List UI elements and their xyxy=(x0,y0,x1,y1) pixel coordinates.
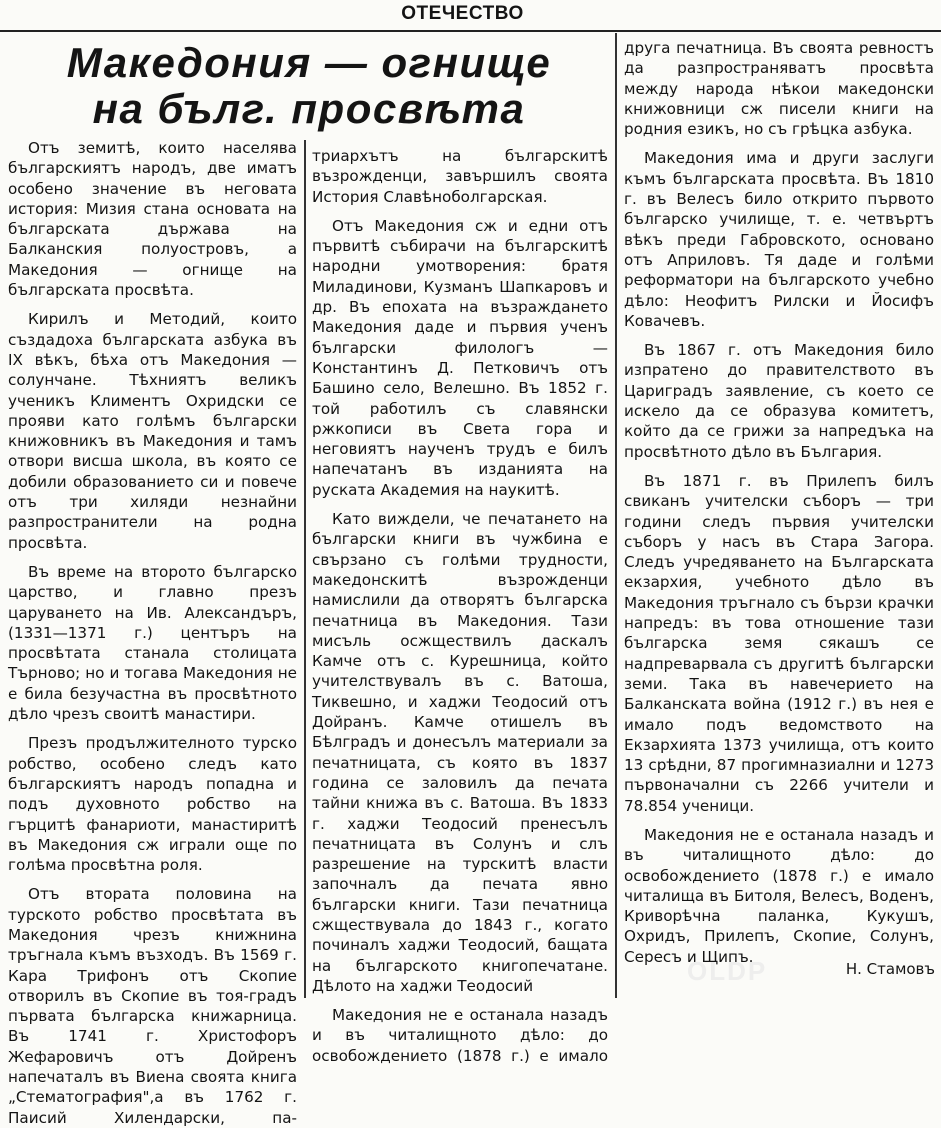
headline-line-1: Македония — огнище xyxy=(66,39,552,86)
paragraph: Въ 1871 г. въ Прилепъ билъ свиканъ учителски съборъ — три години следъ първия учителски съборъ у насъ въ Стара Загора. Следъ учредяването на Българската екзархия, учебното дѣло въ Македония тръгнало съ бързи крачки напредъ: въ това отношение тази българска земя сякашъ се надпреварвала съ другитѣ български земи. Така въ навечерието на Балканската война (1912 г.) въ нея е имало подъ ведомството на Екзархията 1373 училища, отъ които 13 срѣдни, 87 прогимназиални и 1273 първоначални съ 2266 учители и 78.854 ученици. xyxy=(624,471,934,815)
paragraph: Презъ продължителното турско робство, особено следъ като българскиятъ народъ попадна и подъ духовното робство на гърцитѣ фанариоти, манастиритѣ въ Македония сж играли още по голѣма просвѣтна роля. xyxy=(8,734,297,875)
headline xyxy=(6,40,612,136)
paragraph: Въ 1867 г. отъ Македония било изпратено до правителството въ Цариградъ заявление, съ което се искело да се образува комитетъ, който да се грижи за напредъка на просвѣтното дѣло въ България. xyxy=(624,341,934,461)
paragraph: Македония не е останала назадъ и въ читалищното дѣло: до освобождението (1878 г.) е имало читалища въ Битоля, Велесъ, Воденъ, Криворѣчна паланка, Кукушъ, Охридъ, Прилепъ, Скопие, Солунъ, Сересъ и Щипъ. xyxy=(624,825,934,966)
article-column-3 xyxy=(624,38,934,967)
top-rule xyxy=(0,30,941,32)
paragraph: Македония не е останала назадъ и въ читалищното дѣло: до освобождението (1878 г.) е имало xyxy=(312,1006,608,1065)
paragraph: Отъ Македония сж и едни отъ първитѣ събирачи на българскитѣ народни умотворения: братя Миладинови, Кузманъ Шапкаровъ и др. Въ епохата на възраждането Македония даде и първия ученъ български филологъ — Константинъ Д. Петковичъ отъ Башино село, Велешно. Въ 1852 г. той работилъ съ славянски ржкописи въ Света гора и неговиятъ наученъ трудъ е билъ напечатанъ въ изданията на руската Академия на наукитѣ. xyxy=(312,216,608,499)
author-signature: Н. Стамовъ xyxy=(845,960,935,978)
paragraph: Кирилъ и Методий, които създадоха българската азбука въ IX вѣкъ, бѣха отъ Македония — солунчане. Тѣхниятъ великъ ученикъ Климентъ Охридски се прояви като голѣмъ български книжовникъ въ Македония и тамъ отвори висша школа, въ която се добили образованието си и повече отъ три хиляди незнайни разпространители на родна просвѣта. xyxy=(8,310,297,552)
watermark: OLDP xyxy=(687,956,768,986)
paragraph: триархътъ на българскитѣ възрожденци, завършилъ своята История Славѣноболгарская. xyxy=(312,147,608,206)
headline-line-2: на бълг. просвѣта xyxy=(92,85,526,132)
paragraph: Въ време на второто българско царство, и главно презъ царуването на Ив. Александъръ, (1331—1371 г.) центъръ на просвѣтата станала столицата Търново; но и тогава Македония не е била безучастна въ просвѣтното дѣло чрезъ своитѣ манастири. xyxy=(8,562,297,724)
paragraph: Отъ земитѣ, които населява българскиятъ народъ, две иматъ особено значение въ неговата история: Мизия стана основата на българската държава на Балканския полуостровъ, а Македония — огнище на българската просвѣта. xyxy=(8,139,297,300)
paragraph: Македония има и други заслуги къмъ българската просвѣта. Въ 1810 г. въ Велесъ било открито първото българско училище, т. е. четвъртъ вѣкъ преди Габровското, основано отъ Априловъ. Тя даде и голѣми реформатори на българското учебно дѣло: Неофитъ Рилски и Йосифъ Ковачевъ. xyxy=(624,149,934,330)
column-divider-1 xyxy=(304,140,306,998)
article-column-2 xyxy=(312,146,608,1066)
paragraph: Отъ втората половина на турското робство просвѣтата въ Македония чрезъ книжнина тръгнала къмъ възходъ. Въ 1569 г. Кара Трифонъ отъ Скопие отворилъ въ Скопие въ тоя-градъ първата българска книжарница. Въ 1741 г. Христофоръ Жефаровичъ отъ Дойренъ напечаталъ въ Виена своята книга „Стематография",а въ 1762 г. Паисий Хилендарски, па- xyxy=(8,885,297,1127)
article-column-1 xyxy=(8,138,297,1128)
paragraph: друга печатница. Въ своята ревностъ да разпространяватъ просвѣта между народа нѣкои македонски книжовници сж писели книги на родния езикъ, но съ грѣцка азбука. xyxy=(624,39,934,139)
column-divider-2 xyxy=(615,33,617,998)
paragraph: Като виждели, че печатането на български книги въ чужбина е свързано съ голѣми трудности, македонскитѣ възрожденци намислили да отворятъ българска печатница въ Македония. Тази мисъль осжществилъ даскалъ Камче отъ с. Курешница, който учителствувалъ въ с. Ватоша, Тиквешно, и хаджи Теодосий отъ Дойранъ. Камче отишелъ въ Бѣлградъ и донесълъ материали за печатницата, съ която въ 1837 година се заловилъ да печата тайни книжа въ с. Ватоша. Въ 1833 г. хаджи Теодосий пренесълъ печатницата въ Солунъ и слъ разрешение на турскитѣ власти започналъ да печата явно български книги. Тази печатница сжществувала до 1843 г., когато починалъ хаджи Теодосий, бащата на българското книгопечатане. Дѣлото на хаджи Теодосий xyxy=(312,510,608,995)
masthead: ОТЕЧЕСТВО xyxy=(401,3,524,24)
